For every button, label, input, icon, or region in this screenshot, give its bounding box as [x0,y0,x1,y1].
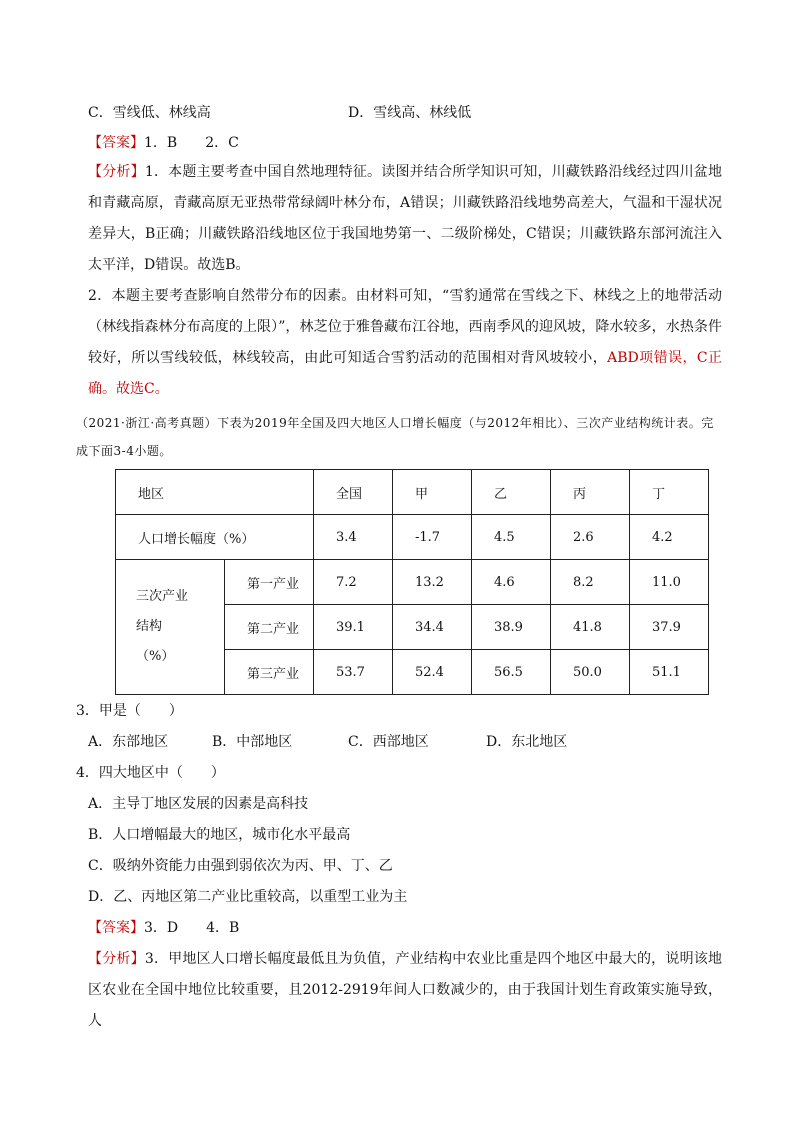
table-header-cell: 甲 [393,470,472,515]
table-cell: 41.8 [551,605,630,650]
answer-2 [88,918,239,938]
table-cell: 7.2 [314,560,393,605]
table-header-cell: 地区 [116,470,314,515]
q3-option-a: A．东部地区 [88,734,169,750]
analysis-2-p1 [88,944,722,1037]
table-row-label: 第三产业 [225,650,314,695]
table-cell: 51.1 [630,650,709,695]
table-header-row [116,470,709,515]
table-header-cell: 丁 [630,470,709,515]
q4-option-c: C．吸纳外资能力由强到弱依次为丙、甲、丁、乙 [88,858,393,874]
data-table [115,469,709,695]
table-cell: 37.9 [630,605,709,650]
table-cell: 38.9 [472,605,551,650]
answer-2-text: 3．D 4．B [144,920,240,936]
answer-2-label: 【答案】 [88,920,144,936]
table-header-cell: 丙 [551,470,630,515]
table-cell: 13.2 [393,560,472,605]
analysis-1-text-2a: 2．本题主要考查影响自然带分布的因素。由材料可知，“雪豹通常在雪线之下、林线之上的地带活动（林线指森林分布高度的上限）”，林芝位于雅鲁藏布江谷地，西南季风的迎风坡，降水较多，水热条件较好，所以雪线较低，林线较高，由此可知适合雪豹活动的范围相对背风坡较小， [88,288,722,366]
answer-1-text: 1．B 2．C [144,135,239,151]
q2-option-c: C．雪线低、林线高 [88,105,211,121]
q4-option-d: D．乙、丙地区第二产业比重较高，以重型工业为主 [88,889,408,905]
structure-label-3: （%） [136,649,175,664]
table-cell: 53.7 [314,650,393,695]
table-row-label: 人口增长幅度（%） [116,515,314,560]
table-cell: 11.0 [630,560,709,605]
table-row-label: 第二产业 [225,605,314,650]
table-cell: 34.4 [393,605,472,650]
q3-option-d: D．东北地区 [486,734,568,750]
table-header-cell: 乙 [472,470,551,515]
answer-1 [88,133,239,153]
table-header-cell: 全国 [314,470,393,515]
q3-option-b: B．中部地区 [212,734,293,750]
structure-label [116,560,225,695]
table-cell: 56.5 [472,650,551,695]
q2-option-d: D．雪线高、林线低 [348,105,472,121]
table-row-primary [116,560,709,605]
question-intro: （2021·浙江·高考真题）下表为2019年全国及四大地区人口增长幅度（与2012年相比）、三次产业结构统计表。完成下面3-4小题。 [76,416,714,458]
table-cell: 50.0 [551,650,630,695]
answer-1-label: 【答案】 [88,135,144,151]
analysis-1-label: 【分析】 [88,164,145,180]
analysis-1-text-1: 1．本题主要考查中国自然地理特征。读图并结合所学知识可知，川藏铁路沿线经过四川盆地和青藏高原，青藏高原无亚热带常绿阔叶林分布，A错误；川藏铁路沿线地势高差大，气温和干湿状况差异大，B正确；川藏铁路沿线地区位于我国地势第一、二级阶梯处，C错误；川藏铁路东部河流注入太平洋，D错误。故选B。 [88,164,722,273]
q4-option-a: A．主导丁地区发展的因素是高科技 [88,796,309,812]
table-cell: 8.2 [551,560,630,605]
analysis-1-p1 [88,157,722,281]
table-cell: -1.7 [393,515,472,560]
analysis-1-text-2b: ABD项错误，C正确。故选C。 [88,350,722,397]
table-cell: 4.2 [630,515,709,560]
analysis-2-label: 【分析】 [88,951,145,967]
table-cell: 3.4 [314,515,393,560]
table-cell: 39.1 [314,605,393,650]
q4-option-b: B．人口增幅最大的地区，城市化水平最高 [88,827,351,843]
analysis-2-text-1: 3．甲地区人口增长幅度最低且为负值，产业结构中农业比重是四个地区中最大的，说明该地区农业在全国中地位比较重要，且2012-2919年间人口数减少的，由于我国计划生育政策实施导致，人 [88,951,722,1029]
q4-stem: 4．四大地区中（ ） [76,765,225,781]
table-cell: 2.6 [551,515,630,560]
analysis-1-p2 [88,281,722,405]
table-cell: 52.4 [393,650,472,695]
q3-option-c: C．西部地区 [348,734,429,750]
table-row-growth [116,515,709,560]
structure-label-1: 三次产业 [136,589,189,604]
table-row-label: 第一产业 [225,560,314,605]
structure-label-2: 结构 [136,619,163,634]
q3-stem: 3．甲是（ ） [76,703,183,719]
table-cell: 4.6 [472,560,551,605]
table-cell: 4.5 [472,515,551,560]
